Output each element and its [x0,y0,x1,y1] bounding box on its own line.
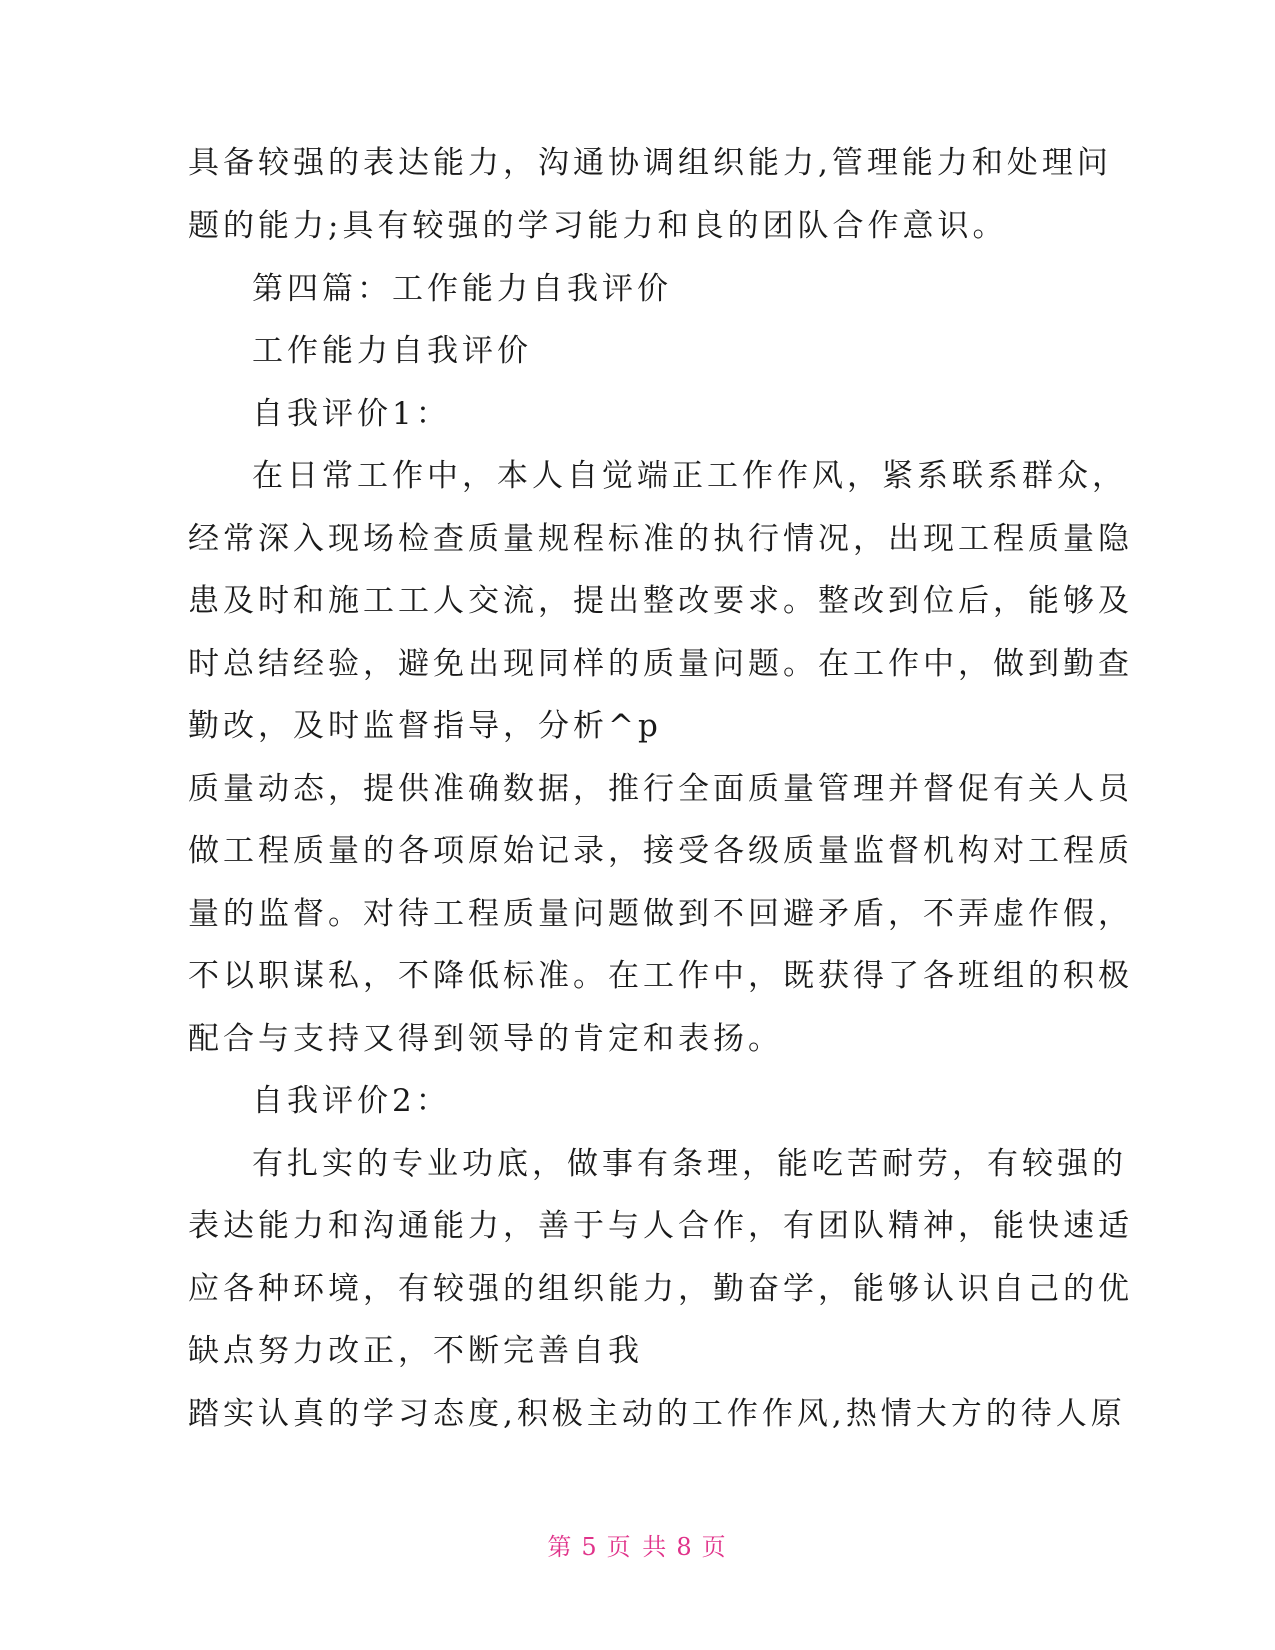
section-heading: 第四篇：工作能力自我评价 [252,271,672,307]
text-line: 经常深入现场检查质量规程标准的执行情况，出现工程质量隐 [188,521,1133,557]
text-line: 时总结经验，避免出现同样的质量问题。在工作中，做到勤查 [188,646,1133,682]
text-line: 不以职谋私，不降低标准。在工作中，既获得了各班组的积极 [188,958,1133,994]
text-line: 质量动态，提供准确数据，推行全面质量管理并督促有关人员 [188,771,1133,807]
footer-suffix: 页 [701,1533,728,1561]
text-line: 在日常工作中，本人自觉端正工作作风，紧系联系群众， [252,458,1127,494]
text-line: 患及时和施工工人交流，提出整改要求。整改到位后，能够及 [188,583,1133,619]
text-line: 做工程质量的各项原始记录，接受各级质量监督机构对工程质 [188,833,1133,869]
footer-prefix: 第 [547,1533,574,1561]
footer-middle: 页 共 [606,1533,669,1561]
text-line: 题的能力;具有较强的学习能力和良的团队合作意识。 [188,208,1008,244]
subsection-label: 自我评价2： [252,1083,451,1119]
section-title: 工作能力自我评价 [252,333,532,369]
text-line: 缺点努力改正，不断完善自我 [188,1333,643,1369]
text-line: 有扎实的专业功底，做事有条理，能吃苦耐劳，有较强的 [252,1146,1127,1182]
text-line: 配合与支持又得到领导的肯定和表扬。 [188,1021,783,1057]
text-line: 踏实认真的学习态度,积极主动的工作作风,热情大方的待人原 [188,1396,1126,1432]
text-line: 勤改，及时监督指导，分析^p [188,708,662,744]
page-footer [0,1532,1275,1562]
footer-total-pages: 8 [676,1533,694,1561]
text-line: 应各种环境，有较强的组织能力，勤奋学，能够认识自己的优 [188,1271,1133,1307]
subsection-label: 自我评价1： [252,396,451,432]
text-line: 具备较强的表达能力，沟通协调组织能力,管理能力和处理问 [188,145,1112,181]
text-line: 表达能力和沟通能力，善于与人合作，有团队精神，能快速适 [188,1208,1133,1244]
footer-current-page: 5 [581,1533,599,1561]
text-line: 量的监督。对待工程质量问题做到不回避矛盾，不弄虚作假， [188,896,1133,932]
